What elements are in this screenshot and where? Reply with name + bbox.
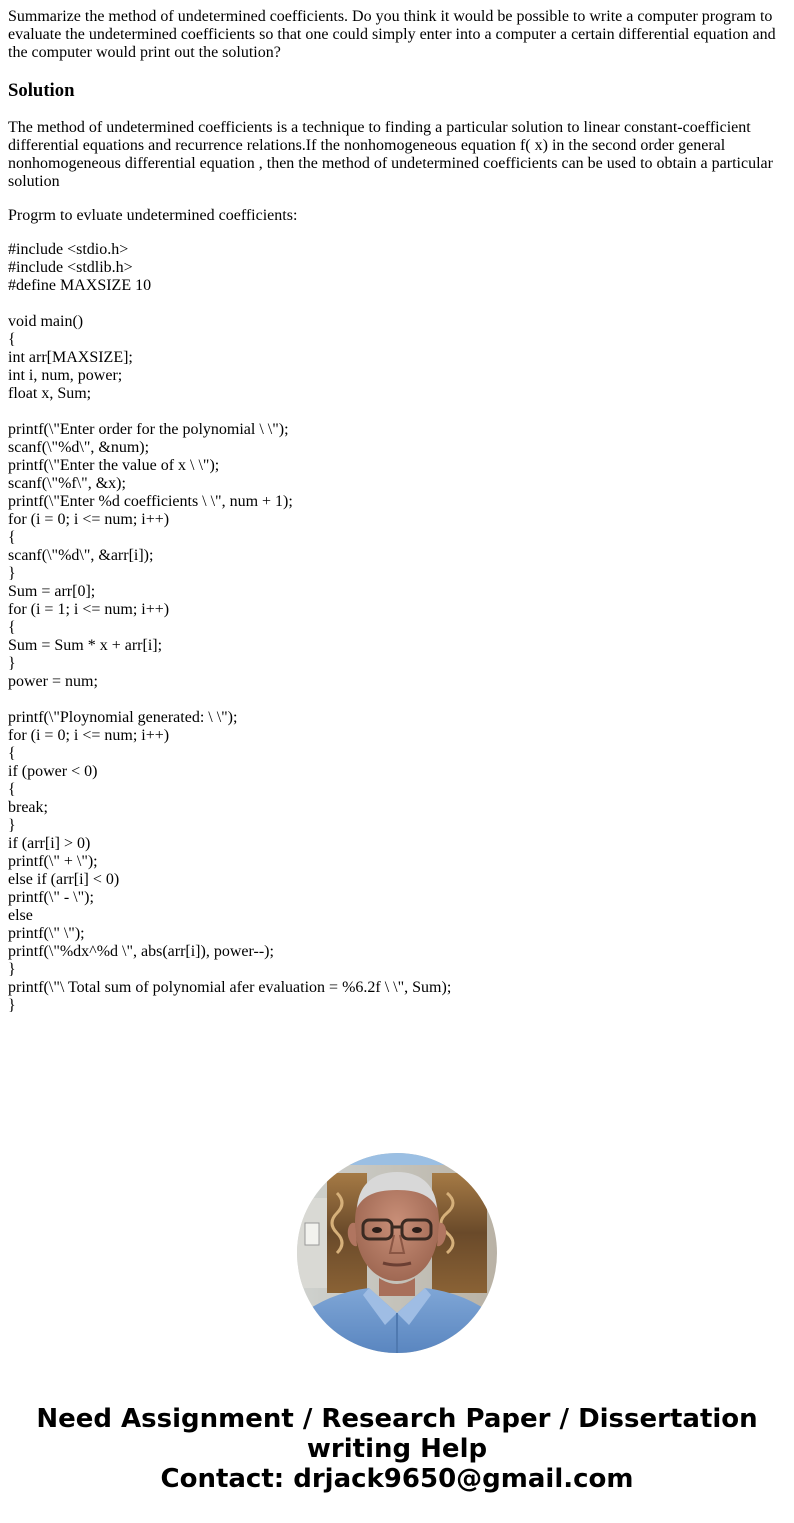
document-body <box>8 8 786 1015</box>
explanation-text: The method of undetermined coefficients is a technique to finding a particular solution to linear constant-coefficient differential equations and recurrence relations.If the nonhomogeneous equation f( x) in the second order general nonhomogeneous differential equation , then the method of undetermined coefficients can be used to obtain a particular solution <box>8 119 773 190</box>
code-line: { <box>8 529 16 546</box>
code-line: #include <stdio.h> <box>8 241 129 258</box>
code-line: void main() <box>8 313 84 330</box>
code-line: Sum = arr[0]; <box>8 583 96 600</box>
code-line: Sum = Sum * x + arr[i]; <box>8 637 163 654</box>
solution-heading: Solution <box>8 80 75 101</box>
code-line: else if (arr[i] < 0) <box>8 871 120 888</box>
code-line: printf(\"%dx^%d \", abs(arr[i]), power--); <box>8 943 274 960</box>
code-line: int arr[MAXSIZE]; <box>8 349 133 366</box>
code-line: for (i = 1; i <= num; i++) <box>8 601 170 618</box>
code-line: } <box>8 817 16 834</box>
code-line: float x, Sum; <box>8 385 92 402</box>
code-line: power = num; <box>8 673 98 690</box>
code-line: printf(\"\ Total sum of polynomial afer evaluation = %6.2f \ \", Sum); <box>8 979 452 996</box>
banner-line-2: writing Help <box>306 1434 488 1464</box>
code-line: if (power < 0) <box>8 763 98 780</box>
code-line: { <box>8 745 16 762</box>
code-block <box>8 241 786 1015</box>
code-line: for (i = 0; i <= num; i++) <box>8 727 170 744</box>
code-line: } <box>8 997 16 1014</box>
code-line: scanf(\"%d\", &arr[i]); <box>8 547 154 564</box>
program-intro: Progrm to evluate undetermined coefficients: <box>8 207 298 224</box>
question-text: Summarize the method of undetermined coefficients. Do you think it would be possible to write a computer program to evaluate the undetermined coefficients so that one could simply enter into a computer a certain differential equation and the computer would print out the solution? <box>8 8 776 61</box>
banner-line-1: Need Assignment / Research Paper / Dissertation <box>36 1404 758 1434</box>
code-line: printf(\" - \"); <box>8 889 94 906</box>
code-line: if (arr[i] > 0) <box>8 835 91 852</box>
code-line: for (i = 0; i <= num; i++) <box>8 511 170 528</box>
code-line: else <box>8 907 33 924</box>
code-line: scanf(\"%d\", &num); <box>8 439 150 456</box>
code-line: printf(\"Enter %d coefficients \ \", num + 1); <box>8 493 293 510</box>
author-avatar <box>297 1153 497 1353</box>
code-line <box>8 295 786 313</box>
code-line: { <box>8 331 16 348</box>
code-line: int i, num, power; <box>8 367 123 384</box>
code-line: #include <stdlib.h> <box>8 259 133 276</box>
help-banner <box>0 1404 794 1494</box>
code-line: { <box>8 781 16 798</box>
code-line: printf(\"Enter order for the polynomial \ \"); <box>8 421 289 438</box>
code-line: break; <box>8 799 48 816</box>
code-line <box>8 403 786 421</box>
code-line: #define MAXSIZE 10 <box>8 277 152 294</box>
code-line: } <box>8 655 16 672</box>
code-line: printf(\"Enter the value of x \ \"); <box>8 457 220 474</box>
code-line: printf(\" \"); <box>8 925 85 942</box>
banner-contact: Contact: drjack9650@gmail.com <box>160 1464 634 1494</box>
code-line: scanf(\"%f\", &x); <box>8 475 126 492</box>
author-photo-icon <box>297 1153 497 1353</box>
code-line: printf(\"Ploynomial generated: \ \"); <box>8 709 238 726</box>
code-line: printf(\" + \"); <box>8 853 98 870</box>
code-line: } <box>8 961 16 978</box>
code-line: } <box>8 565 16 582</box>
code-line <box>8 691 786 709</box>
code-line: { <box>8 619 16 636</box>
